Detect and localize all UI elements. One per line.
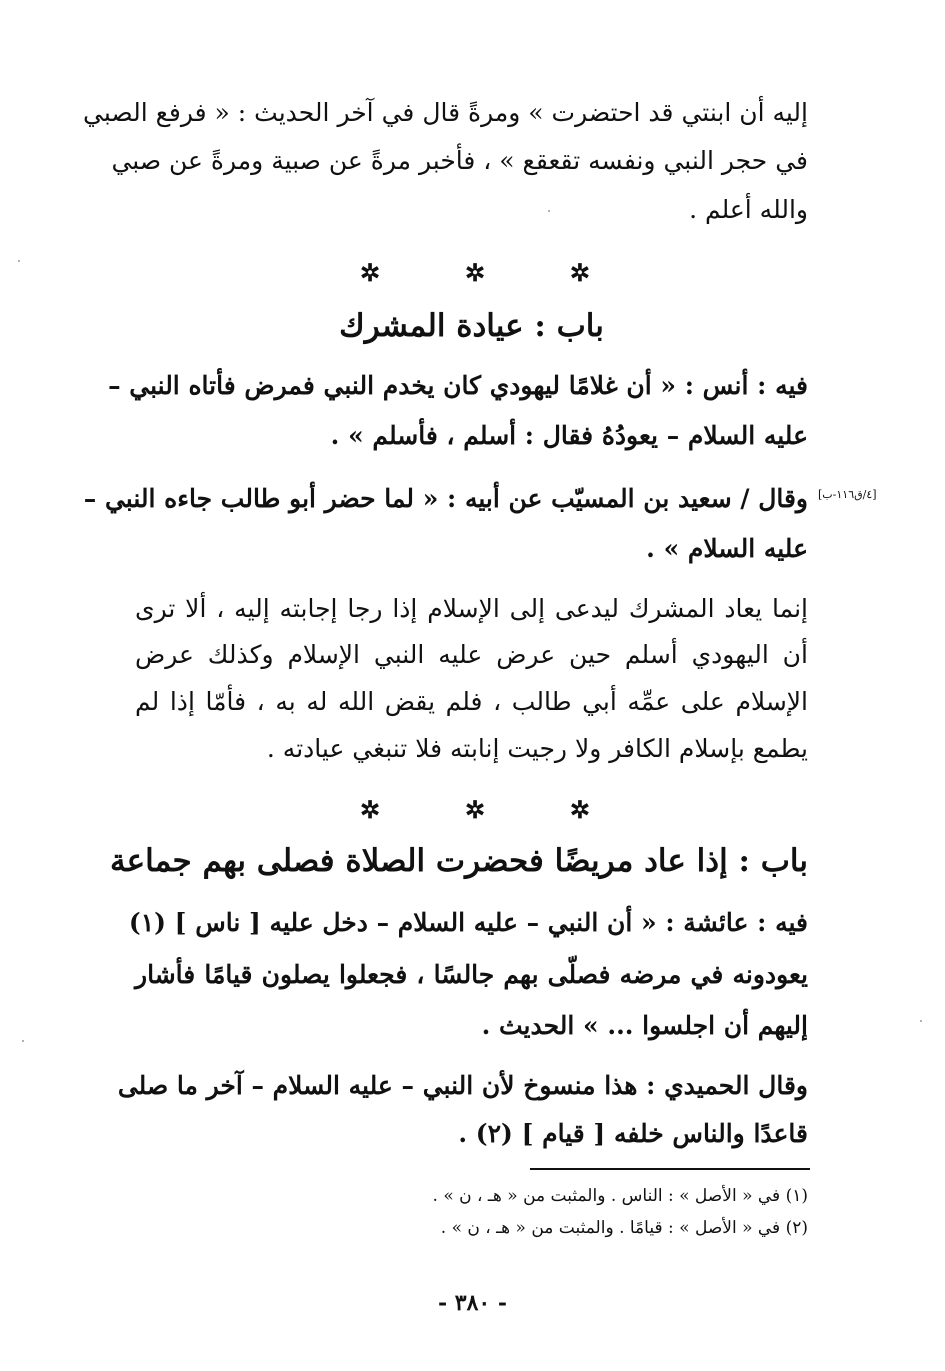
- asterisk-ornament: ✲: [569, 258, 590, 287]
- footnote: (٢) في « الأصل » : قيامًا . والمثبت من « هـ ، ن » .: [440, 1218, 808, 1238]
- text-line: عليه السلام – يعودُهُ فقال : أسلم ، فأسلم » .: [330, 421, 808, 450]
- footnote: (١) في « الأصل » : الناس . والمثبت من « هـ ، ن » .: [432, 1186, 808, 1206]
- asterisk-ornament: ✲: [464, 795, 486, 824]
- asterisk-ornament: ✲: [569, 795, 590, 824]
- scan-speck: [548, 210, 550, 212]
- text-line: إليهم أن اجلسوا ... » الحديث .: [481, 1011, 808, 1040]
- text-line: في حجر النبي ونفسه تقعقع » ، فأخبر مرةً عن صبية ومرةً عن صبي: [111, 146, 808, 175]
- section-separator: [360, 258, 590, 287]
- page-number: - ٣٨٠ -: [437, 1290, 508, 1316]
- text-line: والله أعلم .: [689, 195, 808, 224]
- text-line: الإسلام على عمِّه أبي طالب ، فلم يقض الله له به ، فأمّا إذا لم: [135, 687, 808, 716]
- text-line: أن اليهودي أسلم حين عرض عليه النبي الإسلام وكذلك عرض: [135, 640, 808, 669]
- scan-speck: [18, 260, 20, 262]
- section-separator: [360, 795, 590, 824]
- scan-speck: [920, 1020, 922, 1022]
- text-line: وقال الحميدي : هذا منسوخ لأن النبي – عليه السلام – آخر ما صلى: [117, 1071, 808, 1100]
- asterisk-ornament: ✲: [360, 795, 381, 824]
- section-heading: باب : عيادة المشرك: [339, 308, 604, 344]
- asterisk-ornament: ✲: [464, 258, 486, 287]
- text-line: عليه السلام » .: [646, 534, 808, 563]
- text-line: فيه : عائشة : « أن النبي – عليه السلام – دخل عليه [ ناس ] (١): [128, 908, 808, 937]
- text-line: قاعدًا والناس خلفه [ قيام ] (٢) .: [458, 1119, 808, 1148]
- section-heading: باب : إذا عاد مريضًا فحضرت الصلاة فصلى بهم جماعة: [110, 843, 808, 879]
- footnote-divider: [530, 1168, 810, 1170]
- manuscript-folio-reference: [٤/ق١١٦-ب]: [818, 488, 877, 501]
- text-line: يطمع بإسلام الكافر ولا رجيت إنابته فلا تنبغي عيادته .: [266, 734, 808, 763]
- text-line: فيه : أنس : « أن غلامًا ليهودي كان يخدم النبي فمرض فأتاه النبي –: [108, 371, 808, 400]
- text-line: إليه أن ابنتي قد احتضرت » ومرةً قال في آخر الحديث : « فرفع الصبي: [83, 98, 808, 127]
- text-line: إنما يعاد المشرك ليدعى إلى الإسلام إذا رجا إجابته إليه ، ألا ترى: [135, 594, 808, 623]
- asterisk-ornament: ✲: [360, 258, 381, 287]
- text-line: يعودونه في مرضه فصلّى بهم جالسًا ، فجعلوا يصلون قيامًا فأشار: [135, 960, 808, 989]
- scan-speck: [22, 1040, 24, 1042]
- text-line: وقال / سعيد بن المسيّب عن أبيه : « لما حضر أبو طالب جاءه النبي –: [83, 484, 808, 513]
